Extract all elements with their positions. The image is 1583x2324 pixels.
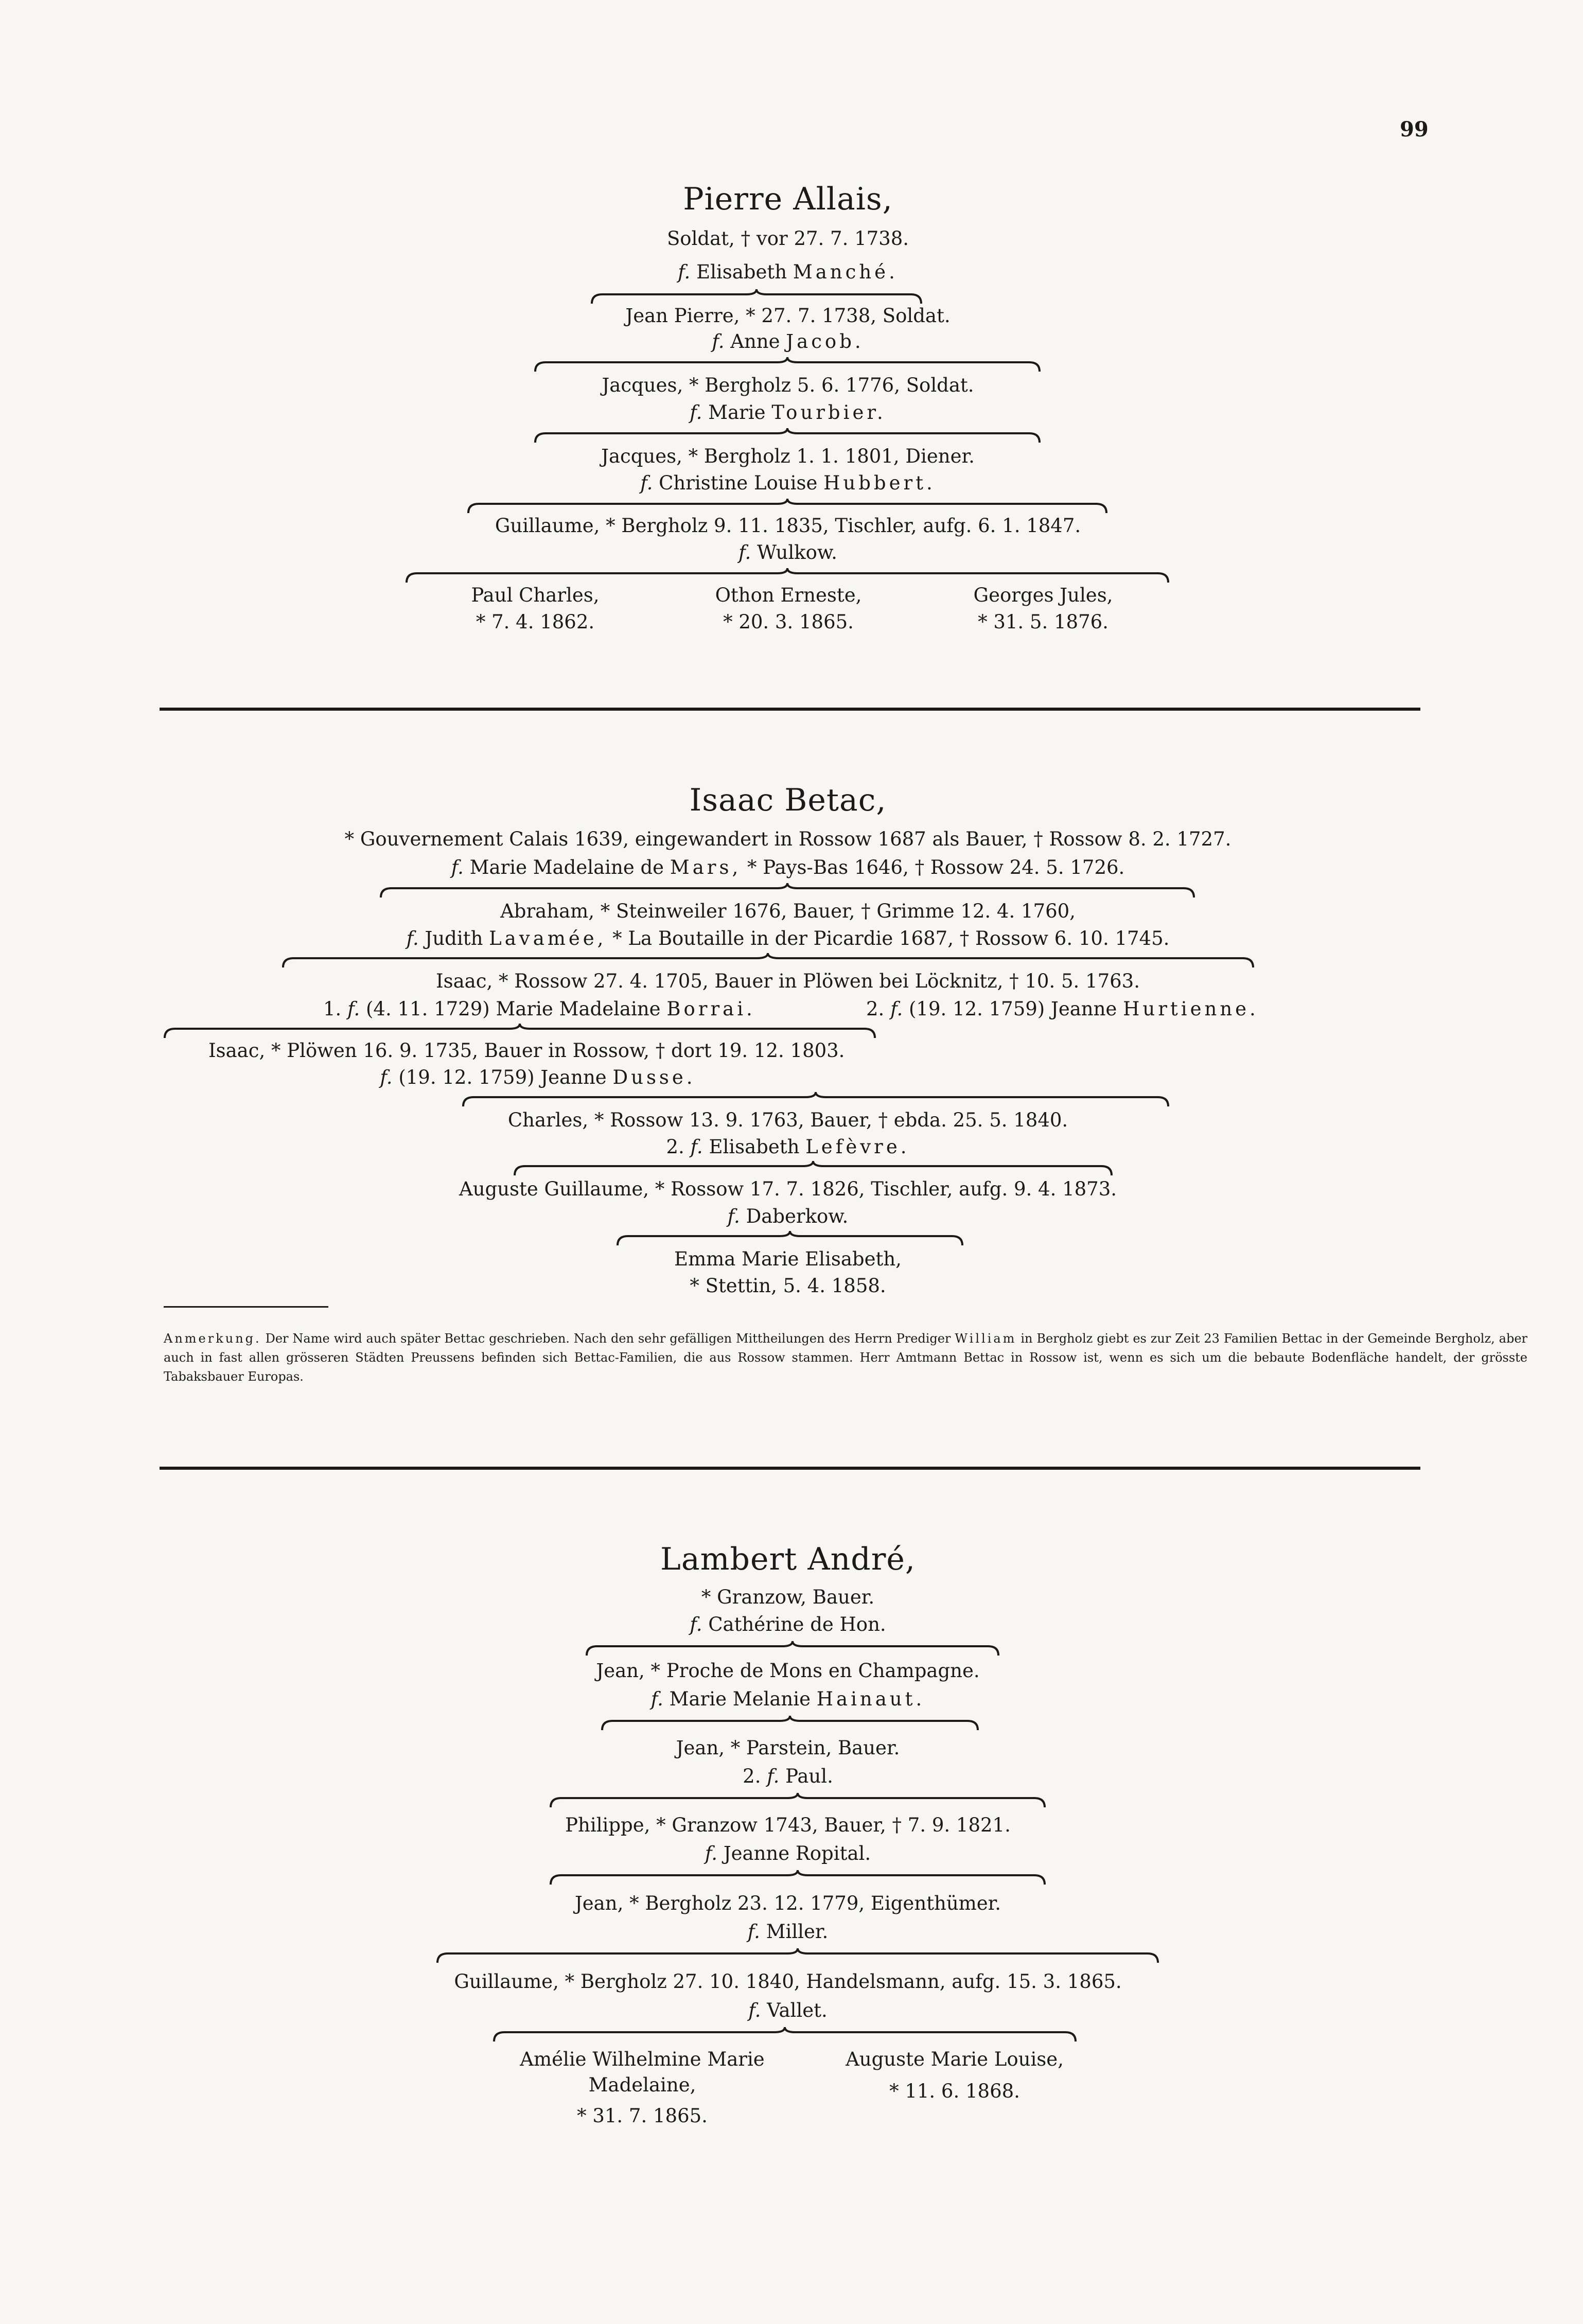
descent-brace [535, 360, 1040, 373]
person-line: Jean, * Parstein, Bauer. [676, 1737, 900, 1759]
child-birth: * 11. 6. 1868. [889, 2080, 1020, 2102]
spouse-line-first: 1. f. (4. 11. 1729) Marie Madelaine Borrai. [323, 998, 755, 1020]
person-line: Jean, * Bergholz 23. 12. 1779, Eigenthümer. [574, 1892, 1001, 1914]
spouse-line: f. Christine Louise Hubbert. [640, 472, 936, 494]
person-line: Auguste Guillaume, * Rossow 17. 7. 1826, Tischler, aufg. 9. 4. 1873. [459, 1178, 1117, 1200]
descent-brace [283, 956, 1253, 969]
section-divider [160, 708, 1420, 711]
person-line: Jean Pierre, * 27. 7. 1738, Soldat. [625, 305, 951, 327]
spouse-line: f. Miller. [747, 1921, 829, 1943]
footnote: Anmerkung. Der Name wird auch später Bettac geschrieben. Nach den sehr gefälligen Mittheilungen des Herrn Prediger William in Bergholz giebt es zur Zeit 23 Familien Bettac in der Gemeinde Bergholz, aber auch in fast allen grösseren Städten Preussens befinden sich Bettac-Familien, die aus Rossow stammen. Herr Amtmann Bettac in Rossow ist, wenn es sich um die bebaute Bodenfläche handelt, der grösste Tabaksbauer Europas. [164, 1331, 1528, 1384]
descent-brace [551, 1873, 1045, 1886]
spouse-line: f. (19. 12. 1759) Jeanne Dusse. [380, 1066, 696, 1088]
person-line: Jacques, * Bergholz 1. 1. 1801, Diener. [601, 445, 975, 467]
spouse-line-second: 2. f. (19. 12. 1759) Jeanne Hurtienne. [866, 998, 1259, 1020]
spouse-line: f. Judith Lavamée, * La Boutaille in der Picardie 1687, † Rossow 6. 10. 1745. [406, 927, 1170, 949]
person-line: Jacques, * Bergholz 5. 6. 1776, Soldat. [602, 374, 974, 396]
descent-brace [468, 502, 1106, 514]
spouse-line: f. Marie Melanie Hainaut. [650, 1688, 925, 1710]
child-name: Georges Jules, [973, 584, 1113, 606]
person-line: Isaac, * Plöwen 16. 9. 1735, Bauer in Rossow, † dort 19. 12. 1803. [208, 1040, 845, 1062]
child-name: Paul Charles, [471, 584, 600, 606]
person-line: Charles, * Rossow 13. 9. 1763, Bauer, † ebda. 25. 5. 1840. [507, 1109, 1068, 1131]
family-title: Lambert André, [660, 1541, 916, 1577]
child-birth: * 7. 4. 1862. [476, 611, 595, 633]
child-birth: * 31. 5. 1876. [978, 611, 1109, 633]
descent-brace [618, 1234, 962, 1246]
descent-brace [587, 1644, 998, 1657]
descent-brace [407, 571, 1168, 584]
footnote-rule [164, 1306, 328, 1308]
family-title: Isaac Betac, [689, 782, 887, 818]
descent-brace [494, 2030, 1076, 2043]
spouse-line: f. Vallet. [748, 1999, 828, 2021]
spouse-line: f. Elisabeth Manché. [678, 261, 898, 283]
spouse-line: f. Anne Jacob. [712, 330, 864, 353]
descent-brace [602, 1719, 978, 1731]
person-line: * Granzow, Bauer. [701, 1586, 875, 1608]
child-name: Auguste Marie Louise, [846, 2048, 1064, 2070]
person-line: * Gouvernement Calais 1639, eingewandert in Rossow 1687 als Bauer, † Rossow 8. 2. 1727. [344, 828, 1232, 850]
family-title: Pierre Allais, [683, 181, 893, 217]
spouse-line: 2. f. Paul. [743, 1765, 833, 1787]
descent-brace [381, 886, 1194, 899]
person-line: Isaac, * Rossow 27. 4. 1705, Bauer in Plöwen bei Löcknitz, † 10. 5. 1763. [436, 970, 1140, 992]
descent-brace [551, 1796, 1045, 1808]
person-line: Guillaume, * Bergholz 9. 11. 1835, Tischler, aufg. 6. 1. 1847. [495, 515, 1081, 537]
person-line: Guillaume, * Bergholz 27. 10. 1840, Handelsmann, aufg. 15. 3. 1865. [454, 1970, 1122, 1993]
descent-brace [592, 292, 921, 305]
spouse-line: f. Marie Tourbier. [690, 401, 886, 424]
descent-brace [515, 1164, 1112, 1176]
spouse-line: 2. f. Elisabeth Lefèvre. [666, 1136, 910, 1158]
spouse-line: f. Marie Madelaine de Mars, * Pays-Bas 1646, † Rossow 24. 5. 1726. [451, 856, 1125, 878]
child-name-cont: Madelaine, [588, 2074, 696, 2096]
descent-brace [463, 1095, 1168, 1107]
person-line: Jean, * Proche de Mons en Champagne. [596, 1660, 980, 1682]
person-line: Philippe, * Granzow 1743, Bauer, † 7. 9. 1821. [565, 1814, 1011, 1836]
child-name: Emma Marie Elisabeth, [674, 1248, 902, 1270]
spouse-line: f. Wulkow. [738, 541, 837, 564]
descent-brace [535, 431, 1040, 444]
child-name: Othon Erneste, [715, 584, 862, 606]
child-birth: * 31. 7. 1865. [577, 2105, 708, 2127]
child-birth: * Stettin, 5. 4. 1858. [690, 1275, 886, 1297]
child-birth: * 20. 3. 1865. [723, 611, 854, 633]
person-line: Abraham, * Steinweiler 1676, Bauer, † Grimme 12. 4. 1760, [500, 900, 1076, 922]
page-number: 99 [1400, 117, 1429, 142]
spouse-line: f. Daberkow. [727, 1205, 849, 1227]
child-name: Amélie Wilhelmine Marie [520, 2048, 765, 2070]
descent-brace [437, 1951, 1158, 1964]
spouse-line: f. Jeanne Ropital. [705, 1842, 871, 1864]
spouse-line: f. Cathérine de Hon. [690, 1613, 886, 1635]
descent-brace [165, 1027, 875, 1039]
person-line: Soldat, † vor 27. 7. 1738. [666, 227, 909, 250]
section-divider [160, 1467, 1420, 1470]
